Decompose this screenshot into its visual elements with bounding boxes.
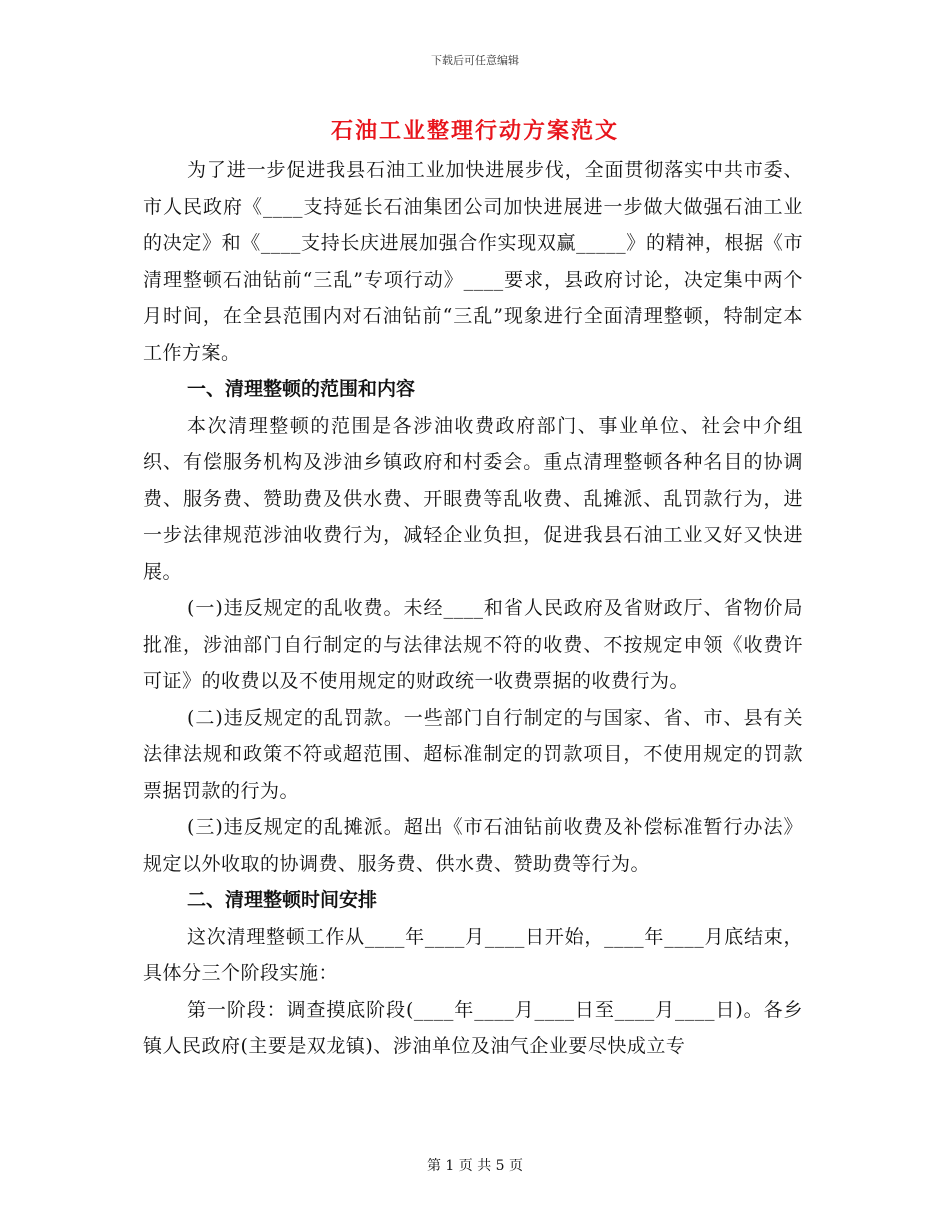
- page-header: 下载后可任意编辑: [431, 54, 519, 67]
- schedule-paragraph: 这次清理整顿工作从____年____月____日开始，____年____月底结束，具体分三个阶段实施：: [143, 925, 803, 984]
- item-2-paragraph: (二)违反规定的乱罚款。一些部门自行制定的与国家、省、市、县有关法律法规和政策不符或超范围、超标准制定的罚款项目，不使用规定的罚款票据罚款的行为。: [143, 706, 803, 802]
- section-heading-2: 二、清理整顿时间安排: [187, 889, 378, 911]
- phase-1-paragraph: 第一阶段：调查摸底阶段(____年____月____日至____月____日)。各乡镇人民政府(主要是双龙镇)、涉油单位及油气企业要尽快成立专: [143, 998, 803, 1057]
- intro-paragraph: 为了进一步促进我县石油工业加快进展步伐，全面贯彻落实中共市委、市人民政府《____支持延长石油集团公司加快进展进一步做大做强石油工业的决定》和《____支持长庆进展加强合作实现双赢_____》的精神，根据《市清理整顿石油钻前“三乱”专项行动》____要求，县政府讨论，决定集中两个月时间，在全县范围内对石油钻前“三乱”现象进行全面清理整顿，特制定本工作方案。: [143, 159, 803, 364]
- document-title: 石油工业整理行动方案范文: [330, 118, 619, 144]
- document-body: [143, 152, 803, 1065]
- scope-paragraph: 本次清理整顿的范围是各涉油收费政府部门、事业单位、社会中介组织、有偿服务机构及涉油乡镇政府和村委会。重点清理整顿各种名目的协调费、服务费、赞助费及供水费、开眼费等乱收费、乱摊派、乱罚款行为，进一步法律规范涉油收费行为，减轻企业负担，促进我县石油工业又好又快进展。: [143, 414, 803, 583]
- page-footer: 第 1 页 共 5 页: [426, 1158, 524, 1174]
- section-heading-1: 一、清理整顿的范围和内容: [187, 378, 416, 400]
- item-3-paragraph: (三)违反规定的乱摊派。超出《市石油钻前收费及补偿标准暂行办法》规定以外收取的协调费、服务费、供水费、赞助费等行为。: [143, 816, 803, 875]
- item-1-paragraph: (一)违反规定的乱收费。未经____和省人民政府及省财政厅、省物价局批准，涉油部门自行制定的与法律法规不符的收费、不按规定申领《收费许可证》的收费以及不使用规定的财政统一收费票据的收费行为。: [143, 597, 803, 692]
